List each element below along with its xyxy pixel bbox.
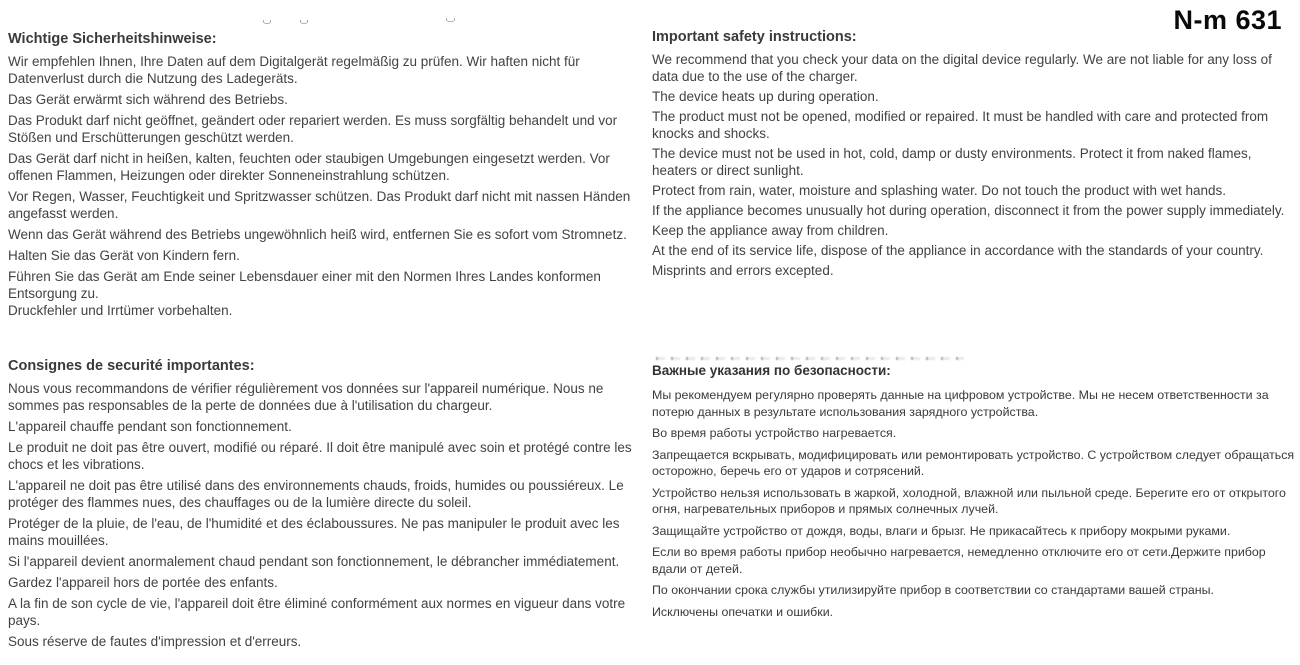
paragraph: Druckfehler und Irrtümer vorbehalten. [8, 303, 233, 318]
section-heading-french: Consignes de securité importantes: [8, 358, 255, 374]
paragraph: Vor Regen, Wasser, Feuchtigkeit und Spritzwasser schützen. Das Produkt darf nicht mit nassen Händen angefasst werden. [8, 189, 631, 221]
paragraph: Keep the appliance away from children. [652, 223, 889, 238]
paragraph: Мы рекомендуем регулярно проверять данные на цифровом устройстве. Мы не несем ответственности за потерю данных в результате использования зарядного устройства. [652, 388, 1269, 419]
paragraph: We recommend that you check your data on the digital device regularly. We are not liable for any loss of data due to the use of the charger. [652, 52, 1272, 84]
paragraph: Nous vous recommandons de vérifier régulièrement vos données sur l'appareil numérique. Nous ne sommes pas responsables de la perte de données due à l'utilisation du chargeur. [8, 381, 604, 413]
paragraph: Das Produkt darf nicht geöffnet, geändert oder repariert werden. Es muss sorgfältig behandelt und vor Stößen und Erschütterungen geschützt werden. [8, 113, 618, 145]
section-german [8, 31, 646, 323]
section-heading-russian: Важные указания по безопасности: [652, 363, 891, 378]
paragraph: L'appareil ne doit pas être utilisé dans des environnements chauds, froids, humides ou poussiéreux. Le protéger des flammes nues, des chauffages ou de la lumière directe du soleil. [8, 478, 624, 510]
paragraph: Исключены опечатки и ошибки. [652, 604, 834, 619]
paragraph: The device must not be used in hot, cold, damp or dusty environments. Protect it from naked flames, heaters or direct sunlight. [652, 146, 1252, 178]
paragraph: Wir empfehlen Ihnen, Ihre Daten auf dem Digitalgerät regelmäßig zu prüfen. Wir haften nicht für Datenverlust durch die Nutzung des Ladegeräts. [8, 54, 580, 86]
paragraph: A la fin de son cycle de vie, l'appareil doit être éliminé conformément aux normes en vigueur dans votre pays. [8, 596, 626, 628]
paragraph: Sous réserve de fautes d'impression et d'erreurs. [8, 634, 302, 649]
paragraph: Wenn das Gerät während des Betriebs ungewöhnlich heiß wird, entfernen Sie es sofort vom Stromnetz. [8, 227, 627, 242]
paragraph: Запрещается вскрывать, модифицировать или ремонтировать устройство. С устройством следует обращаться осторожно, беречь его от ударов и сотрясений. [652, 447, 1295, 478]
paragraph: L'appareil chauffe pendant son fonctionnement. [8, 419, 292, 434]
paragraph: At the end of its service life, dispose of the appliance in accordance with the standards of your country. [652, 243, 1264, 258]
cropped-text-artifact [263, 20, 271, 24]
cropped-text-artifact [446, 18, 455, 22]
paragraph: The device heats up during operation. [652, 89, 879, 104]
paragraph: Если во время работы прибор необычно нагревается, немедленно отключите его от сети.Держите прибор вдали от детей. [652, 545, 1266, 576]
section-english [652, 29, 1292, 282]
paragraph: Das Gerät erwärmt sich während des Betriebs. [8, 92, 288, 107]
paragraph: Si l'appareil devient anormalement chaud pendant son fonctionnement, le débrancher immédiatement. [8, 554, 620, 569]
paragraph: По окончании срока службы утилизируйте прибор в соответствии со стандартами вашей страны. [652, 583, 1214, 597]
section-heading-german: Wichtige Sicherheitshinweise: [8, 31, 217, 47]
paragraph: Protect from rain, water, moisture and splashing water. Do not touch the product with wet hands. [652, 183, 1227, 198]
paragraph: Misprints and errors excepted. [652, 263, 834, 278]
erased-text-artifact [656, 357, 964, 360]
paragraph: Защищайте устройство от дождя, воды, влаги и брызг. Не прикасайтесь к прибору мокрыми руками. [652, 523, 1231, 538]
paragraph: Le produit ne doit pas être ouvert, modifié ou réparé. Il doit être manipulé avec soin et protégé contre les chocs et les vibrations. [8, 440, 632, 472]
paragraph: Halten Sie das Gerät von Kindern fern. [8, 248, 240, 263]
paragraph: Das Gerät darf nicht in heißen, kalten, feuchten oder staubigen Umgebungen eingesetzt werden. Vor offenen Flammen, Heizungen oder direkter Sonneneinstrahlung schützen. [8, 151, 610, 183]
cropped-text-artifact [300, 20, 308, 24]
paragraph: Устройство нельзя использовать в жаркой, холодной, влажной или пыльной среде. Берегите его от открытого огня, нагревательных приборов и прямых солнечных лучей. [652, 485, 1286, 516]
paragraph: Führen Sie das Gerät am Ende seiner Lebensdauer einer mit den Normen Ihres Landes konformen Entsorgung zu. [8, 269, 601, 301]
paragraph: Gardez l'appareil hors de portée des enfants. [8, 575, 278, 590]
section-heading-english: Important safety instructions: [652, 29, 857, 45]
section-russian [652, 362, 1296, 625]
paragraph: Во время работы устройство нагревается. [652, 426, 897, 440]
document-code: N-m 631 [1173, 5, 1282, 35]
paragraph: The product must not be opened, modified or repaired. It must be handled with care and protected from knocks and shocks. [652, 109, 1269, 141]
paragraph: Protéger de la pluie, de l'eau, de l'humidité et des éclaboussures. Ne pas manipuler le produit avec les mains mouillées. [8, 516, 620, 548]
section-french [8, 358, 646, 654]
paragraph: If the appliance becomes unusually hot during operation, disconnect it from the power supply immediately. [652, 203, 1285, 218]
